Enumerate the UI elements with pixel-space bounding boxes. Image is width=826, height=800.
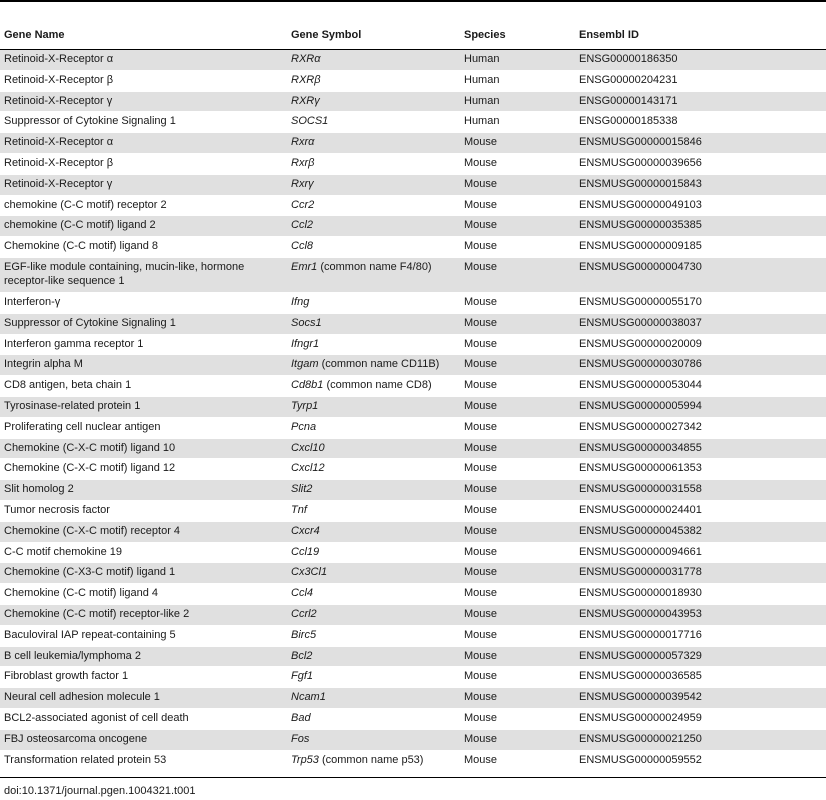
gene-name-cell: Chemokine (C-C motif) ligand 8	[0, 237, 287, 258]
top-rule	[0, 0, 826, 2]
gene-symbol: Tyrp1	[291, 399, 319, 412]
ensembl-id-cell: ENSMUSG00000061353	[575, 459, 826, 480]
species-cell: Mouse	[460, 667, 575, 688]
species-cell: Mouse	[460, 216, 575, 237]
gene-name-cell: Proliferating cell nuclear antigen	[0, 417, 287, 438]
gene-symbol-cell	[287, 376, 460, 397]
species-cell: Mouse	[460, 313, 575, 334]
table-row	[0, 313, 826, 334]
common-name-note: (common name F4/80)	[317, 260, 432, 273]
gene-name-cell: chemokine (C-C motif) receptor 2	[0, 195, 287, 216]
table-row	[0, 237, 826, 258]
gene-symbol-cell	[287, 438, 460, 459]
gene-symbol: RXRα	[291, 53, 321, 65]
ensembl-id-cell: ENSMUSG00000039542	[575, 688, 826, 709]
gene-symbol: Ccl8	[291, 240, 314, 253]
gene-name-cell: Retinoid-X-Receptor α	[0, 50, 287, 71]
gene-symbol: Pcna	[291, 420, 317, 433]
gene-table	[0, 21, 826, 771]
species-cell: Human	[460, 112, 575, 133]
table-row	[0, 70, 826, 91]
gene-symbol: Rxrγ	[291, 177, 314, 190]
table-row	[0, 355, 826, 376]
header-species: Species	[460, 21, 575, 50]
gene-symbol-cell	[287, 313, 460, 334]
species-cell: Mouse	[460, 292, 575, 313]
gene-name-cell: Interferon gamma receptor 1	[0, 334, 287, 355]
table-row	[0, 688, 826, 709]
gene-symbol: Bcl2	[291, 649, 313, 662]
gene-symbol-cell	[287, 625, 460, 646]
gene-symbol-cell	[287, 133, 460, 154]
ensembl-id-cell: ENSMUSG00000031778	[575, 563, 826, 584]
gene-symbol-cell	[287, 604, 460, 625]
ensembl-id-cell: ENSMUSG00000057329	[575, 646, 826, 667]
gene-name-cell: C-C motif chemokine 19	[0, 542, 287, 563]
gene-symbol-cell	[287, 708, 460, 729]
species-cell: Mouse	[460, 237, 575, 258]
common-name-note: (common name p53)	[318, 753, 424, 766]
gene-symbol: Ncam1	[291, 691, 326, 704]
gene-symbol: Socs1	[291, 316, 322, 329]
gene-symbol: Bad	[291, 711, 311, 724]
gene-symbol: Cd8b1	[291, 379, 324, 392]
gene-name-cell: Retinoid-X-Receptor γ	[0, 91, 287, 112]
gene-symbol: Fgf1	[291, 670, 314, 683]
gene-symbol-cell	[287, 584, 460, 605]
gene-name-cell: Tumor necrosis factor	[0, 500, 287, 521]
table-row	[0, 750, 826, 771]
gene-symbol-cell	[287, 292, 460, 313]
gene-name-cell: Slit homolog 2	[0, 480, 287, 501]
gene-symbol-cell	[287, 355, 460, 376]
species-cell: Mouse	[460, 688, 575, 709]
gene-name-cell: Integrin alpha M	[0, 355, 287, 376]
species-cell: Mouse	[460, 542, 575, 563]
gene-symbol: Rxrβ	[291, 156, 315, 169]
gene-name-cell: Suppressor of Cytokine Signaling 1	[0, 313, 287, 334]
gene-symbol-cell	[287, 334, 460, 355]
gene-symbol: Birc5	[291, 628, 317, 641]
gene-symbol-cell	[287, 521, 460, 542]
table-row	[0, 91, 826, 112]
ensembl-id-cell: ENSMUSG00000031558	[575, 480, 826, 501]
ensembl-id-cell: ENSMUSG00000018930	[575, 584, 826, 605]
ensembl-id-cell: ENSMUSG00000036585	[575, 667, 826, 688]
table-row	[0, 480, 826, 501]
gene-symbol: Ifngr1	[291, 337, 320, 350]
ensembl-id-cell: ENSMUSG00000045382	[575, 521, 826, 542]
table-row	[0, 438, 826, 459]
table-row	[0, 417, 826, 438]
ensembl-id-cell: ENSMUSG00000053044	[575, 376, 826, 397]
table-row	[0, 50, 826, 71]
common-name-note: (common name CD8)	[323, 379, 432, 392]
table-row	[0, 376, 826, 397]
table-row	[0, 729, 826, 750]
ensembl-id-cell: ENSMUSG00000020009	[575, 334, 826, 355]
species-cell: Mouse	[460, 174, 575, 195]
gene-symbol: RXRβ	[291, 73, 321, 86]
table-row	[0, 667, 826, 688]
ensembl-id-cell: ENSMUSG00000017716	[575, 625, 826, 646]
table-row	[0, 292, 826, 313]
ensembl-id-cell: ENSMUSG00000034855	[575, 438, 826, 459]
table-row	[0, 500, 826, 521]
table-row	[0, 133, 826, 154]
gene-symbol: Tnf	[291, 503, 307, 516]
gene-name-cell: Tyrosinase-related protein 1	[0, 396, 287, 417]
ensembl-id-cell: ENSMUSG00000024401	[575, 500, 826, 521]
ensembl-id-cell: ENSMUSG00000049103	[575, 195, 826, 216]
gene-name-cell: Suppressor of Cytokine Signaling 1	[0, 112, 287, 133]
header-gene-symbol: Gene Symbol	[287, 21, 460, 50]
ensembl-id-cell: ENSMUSG00000009185	[575, 237, 826, 258]
gene-name-cell: EGF-like module containing, mucin-like, hormone receptor-like sequence 1	[0, 257, 287, 292]
gene-symbol-cell	[287, 500, 460, 521]
gene-symbol: Fos	[291, 732, 310, 745]
gene-symbol: Ccrl2	[291, 607, 317, 620]
table-row	[0, 708, 826, 729]
gene-name-cell: Chemokine (C-C motif) ligand 4	[0, 584, 287, 605]
gene-name-cell: Retinoid-X-Receptor α	[0, 133, 287, 154]
gene-symbol: Trp53	[291, 753, 319, 766]
ensembl-id-cell: ENSMUSG00000055170	[575, 292, 826, 313]
table-row	[0, 604, 826, 625]
gene-name-cell: Retinoid-X-Receptor β	[0, 70, 287, 91]
table-row	[0, 584, 826, 605]
gene-name-cell: Retinoid-X-Receptor β	[0, 153, 287, 174]
ensembl-id-cell: ENSMUSG00000004730	[575, 257, 826, 292]
ensembl-id-cell: ENSMUSG00000030786	[575, 355, 826, 376]
ensembl-id-cell: ENSG00000143171	[575, 91, 826, 112]
species-cell: Mouse	[460, 417, 575, 438]
species-cell: Mouse	[460, 563, 575, 584]
gene-symbol-cell	[287, 750, 460, 771]
gene-symbol: Ccr2	[291, 198, 315, 211]
ensembl-id-cell: ENSMUSG00000015846	[575, 133, 826, 154]
ensembl-id-cell: ENSMUSG00000027342	[575, 417, 826, 438]
gene-name-cell: Retinoid-X-Receptor γ	[0, 174, 287, 195]
gene-symbol-cell	[287, 237, 460, 258]
table-row	[0, 112, 826, 133]
gene-symbol-cell	[287, 216, 460, 237]
ensembl-id-cell: ENSG00000185338	[575, 112, 826, 133]
gene-name-cell: Baculoviral IAP repeat-containing 5	[0, 625, 287, 646]
gene-name-cell: chemokine (C-C motif) ligand 2	[0, 216, 287, 237]
gene-symbol: Cx3Cl1	[291, 566, 328, 579]
species-cell: Mouse	[460, 396, 575, 417]
ensembl-id-cell: ENSMUSG00000038037	[575, 313, 826, 334]
gene-name-cell: B cell leukemia/lymphoma 2	[0, 646, 287, 667]
ensembl-id-cell: ENSMUSG00000039656	[575, 153, 826, 174]
gene-name-cell: Chemokine (C-X-C motif) ligand 12	[0, 459, 287, 480]
header-ensembl-id: Ensembl ID	[575, 21, 826, 50]
gene-symbol-cell	[287, 646, 460, 667]
gene-symbol: Ccl2	[291, 219, 314, 232]
table-row	[0, 216, 826, 237]
gene-name-cell: Fibroblast growth factor 1	[0, 667, 287, 688]
species-cell: Mouse	[460, 459, 575, 480]
gene-symbol-cell	[287, 417, 460, 438]
species-cell: Mouse	[460, 604, 575, 625]
gene-name-cell: Chemokine (C-X-C motif) receptor 4	[0, 521, 287, 542]
species-cell: Mouse	[460, 195, 575, 216]
table-row	[0, 459, 826, 480]
gene-name-cell: CD8 antigen, beta chain 1	[0, 376, 287, 397]
species-cell: Mouse	[460, 521, 575, 542]
common-name-note: (common name CD11B)	[318, 358, 440, 371]
ensembl-id-cell: ENSMUSG00000094661	[575, 542, 826, 563]
species-cell: Mouse	[460, 708, 575, 729]
table-row	[0, 625, 826, 646]
gene-symbol: Emr1	[291, 260, 318, 273]
ensembl-id-cell: ENSG00000186350	[575, 50, 826, 71]
ensembl-id-cell: ENSMUSG00000035385	[575, 216, 826, 237]
species-cell: Mouse	[460, 729, 575, 750]
gene-name-cell: Chemokine (C-X3-C motif) ligand 1	[0, 563, 287, 584]
gene-symbol-cell	[287, 542, 460, 563]
gene-symbol-cell	[287, 70, 460, 91]
table-row	[0, 646, 826, 667]
species-cell: Mouse	[460, 376, 575, 397]
species-cell: Mouse	[460, 438, 575, 459]
table-row	[0, 174, 826, 195]
table-row	[0, 542, 826, 563]
ensembl-id-cell: ENSMUSG00000024959	[575, 708, 826, 729]
species-cell: Mouse	[460, 257, 575, 292]
table-row	[0, 334, 826, 355]
gene-symbol: Slit2	[291, 483, 313, 496]
gene-symbol: Ccl4	[291, 587, 314, 600]
table-row	[0, 195, 826, 216]
gene-symbol: Cxcl12	[291, 462, 325, 475]
species-cell: Mouse	[460, 480, 575, 501]
species-cell: Mouse	[460, 133, 575, 154]
table-row	[0, 257, 826, 292]
doi-caption: doi:10.1371/journal.pgen.1004321.t001	[4, 785, 196, 797]
gene-symbol-cell	[287, 667, 460, 688]
gene-symbol-cell	[287, 396, 460, 417]
species-cell: Human	[460, 50, 575, 71]
gene-symbol-cell	[287, 480, 460, 501]
ensembl-id-cell: ENSMUSG00000059552	[575, 750, 826, 771]
gene-symbol-cell	[287, 50, 460, 71]
gene-symbol-cell	[287, 688, 460, 709]
ensembl-id-cell: ENSMUSG00000043953	[575, 604, 826, 625]
table-row	[0, 563, 826, 584]
gene-symbol-cell	[287, 459, 460, 480]
gene-symbol-cell	[287, 563, 460, 584]
gene-name-cell: FBJ osteosarcoma oncogene	[0, 729, 287, 750]
gene-name-cell: Chemokine (C-C motif) receptor-like 2	[0, 604, 287, 625]
ensembl-id-cell: ENSMUSG00000021250	[575, 729, 826, 750]
gene-symbol-cell	[287, 91, 460, 112]
ensembl-id-cell: ENSMUSG00000015843	[575, 174, 826, 195]
species-cell: Mouse	[460, 750, 575, 771]
gene-name-cell: Transformation related protein 53	[0, 750, 287, 771]
gene-symbol: Cxcr4	[291, 524, 320, 537]
species-cell: Human	[460, 91, 575, 112]
gene-symbol-cell	[287, 729, 460, 750]
gene-symbol-cell	[287, 112, 460, 133]
gene-symbol: Cxcl10	[291, 441, 325, 454]
gene-symbol: Ifng	[291, 295, 310, 308]
species-cell: Mouse	[460, 625, 575, 646]
header-row	[0, 21, 826, 50]
species-cell: Mouse	[460, 355, 575, 376]
ensembl-id-cell: ENSMUSG00000005994	[575, 396, 826, 417]
table-body	[0, 50, 826, 771]
species-cell: Mouse	[460, 646, 575, 667]
table-row	[0, 396, 826, 417]
species-cell: Mouse	[460, 584, 575, 605]
gene-symbol-cell	[287, 257, 460, 292]
bottom-rule	[0, 777, 826, 778]
header-gene-name: Gene Name	[0, 21, 287, 50]
species-cell: Mouse	[460, 334, 575, 355]
gene-symbol-cell	[287, 153, 460, 174]
gene-symbol: RXRγ	[291, 94, 320, 107]
gene-symbol: SOCS1	[291, 115, 329, 128]
species-cell: Mouse	[460, 153, 575, 174]
gene-name-cell: Interferon-γ	[0, 292, 287, 313]
species-cell: Mouse	[460, 500, 575, 521]
species-cell: Human	[460, 70, 575, 91]
table-row	[0, 153, 826, 174]
gene-symbol: Ccl19	[291, 545, 320, 558]
gene-name-cell: Chemokine (C-X-C motif) ligand 10	[0, 438, 287, 459]
gene-name-cell: Neural cell adhesion molecule 1	[0, 688, 287, 709]
gene-symbol-cell	[287, 195, 460, 216]
ensembl-id-cell: ENSG00000204231	[575, 70, 826, 91]
gene-symbol: Rxrα	[291, 136, 315, 149]
table-row	[0, 521, 826, 542]
gene-name-cell: BCL2-associated agonist of cell death	[0, 708, 287, 729]
gene-symbol-cell	[287, 174, 460, 195]
gene-symbol: Itgam	[291, 358, 319, 371]
